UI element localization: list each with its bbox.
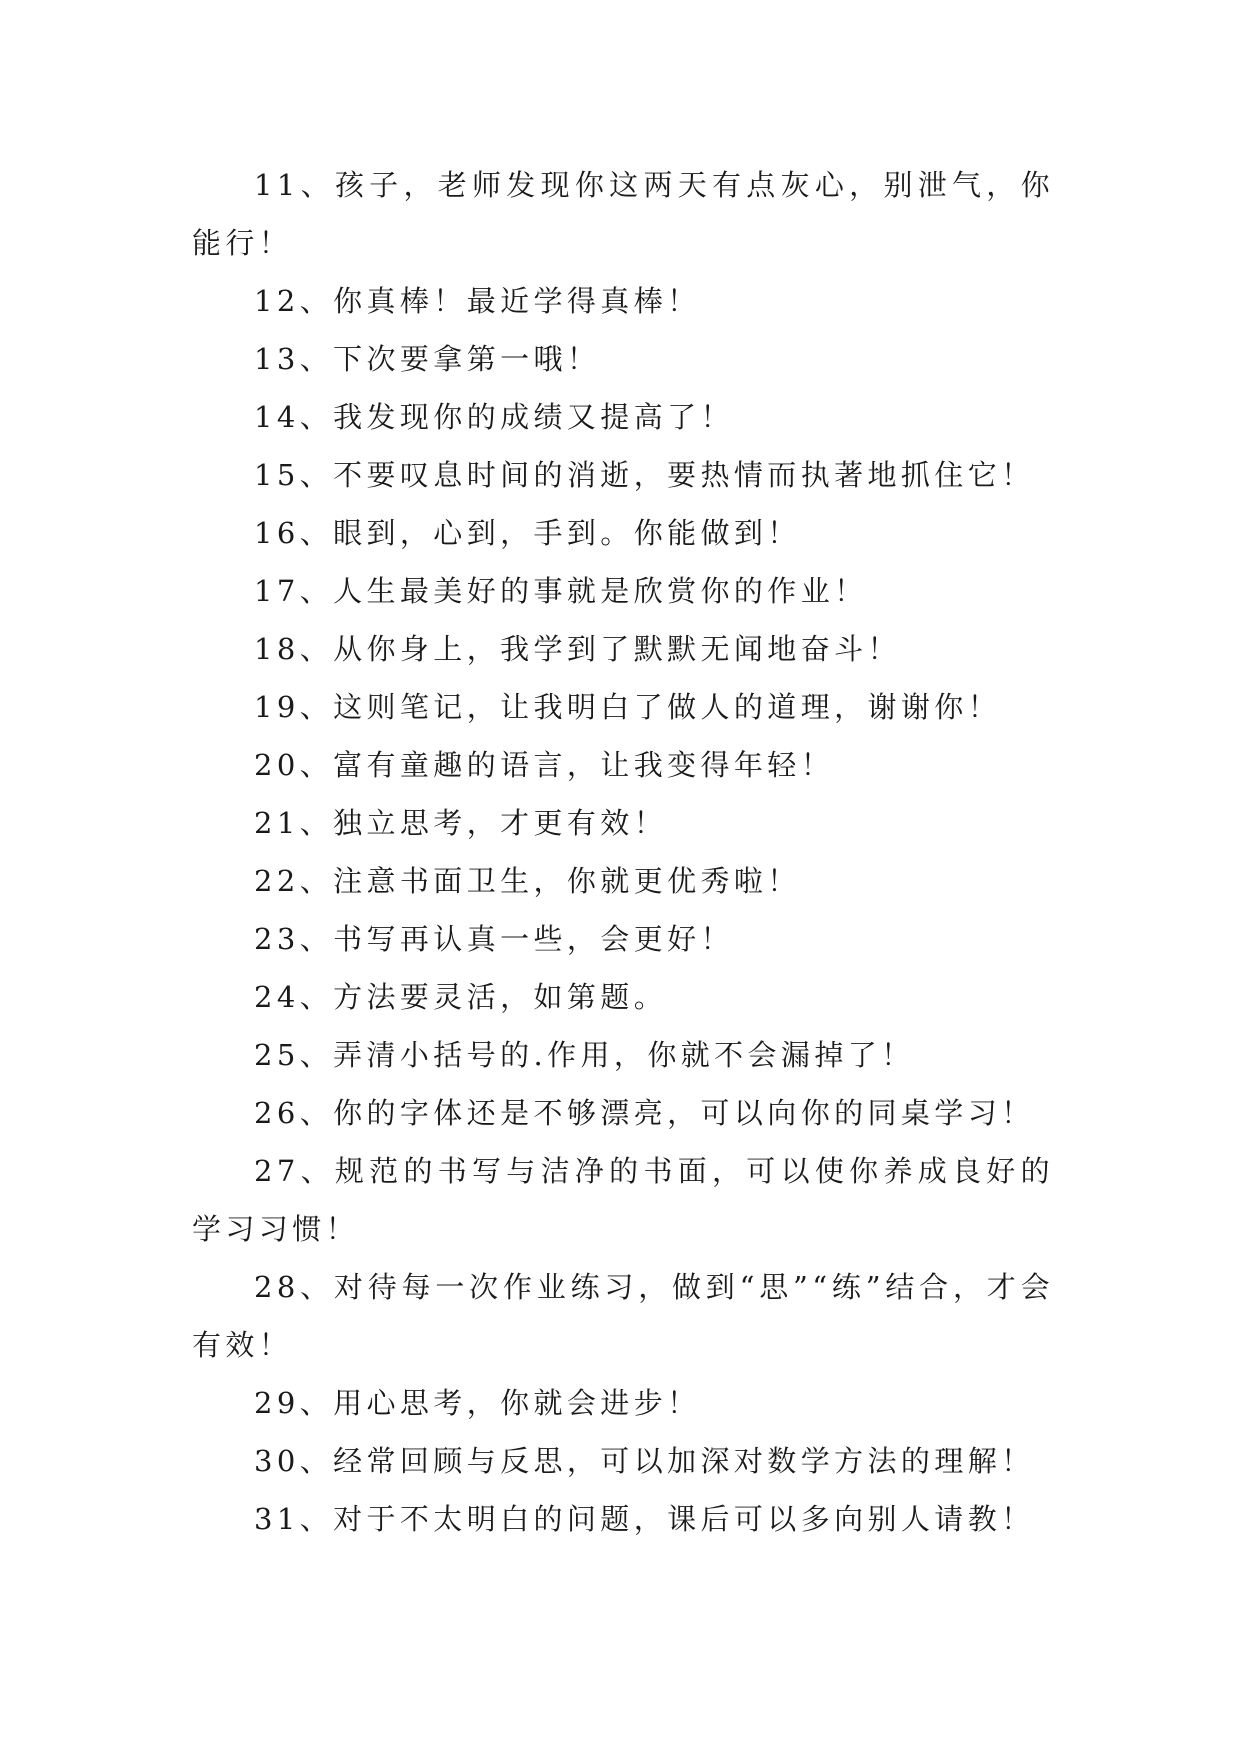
list-item: 22、注意书面卫生，你就更优秀啦！ <box>254 864 801 898</box>
list-item: 27、规范的书写与洁净的书面，可以使你养成良好的学习习惯！ <box>192 1154 1054 1246</box>
list-item: 23、书写再认真一些，会更好！ <box>254 922 734 956</box>
list-item: 31、对于不太明白的问题，课后可以多向别人请教！ <box>254 1502 1035 1536</box>
comment-list <box>192 156 1054 1548</box>
list-item: 14、我发现你的成绩又提高了！ <box>254 400 734 434</box>
list-item: 15、不要叹息时间的消逝，要热情而执著地抓住它！ <box>254 458 1035 492</box>
list-item: 17、人生最美好的事就是欣赏你的作业！ <box>254 574 868 608</box>
list-item: 18、从你身上，我学到了默默无闻地奋斗！ <box>254 632 901 666</box>
list-item: 20、富有童趣的语言，让我变得年轻！ <box>254 748 835 782</box>
list-item: 26、你的字体还是不够漂亮，可以向你的同桌学习！ <box>254 1096 1035 1130</box>
list-item: 16、眼到，心到，手到。你能做到！ <box>254 516 801 550</box>
list-item: 28、对待每一次作业练习，做到“思”“练”结合，才会有效！ <box>192 1270 1054 1362</box>
list-item: 13、下次要拿第一哦！ <box>254 342 601 376</box>
list-item: 24、方法要灵活，如第题。 <box>254 980 668 1014</box>
list-item: 11、孩子，老师发现你这两天有点灰心，别泄气，你能行！ <box>192 168 1054 260</box>
list-item: 30、经常回顾与反思，可以加深对数学方法的理解！ <box>254 1444 1035 1478</box>
list-item: 25、弄清小括号的.作用，你就不会漏掉了！ <box>254 1038 915 1072</box>
list-item: 19、这则笔记，让我明白了做人的道理，谢谢你！ <box>254 690 1002 724</box>
list-item: 29、用心思考，你就会进步！ <box>254 1386 701 1420</box>
list-item: 12、你真棒！最近学得真棒！ <box>254 284 701 318</box>
list-item: 21、独立思考，才更有效！ <box>254 806 668 840</box>
